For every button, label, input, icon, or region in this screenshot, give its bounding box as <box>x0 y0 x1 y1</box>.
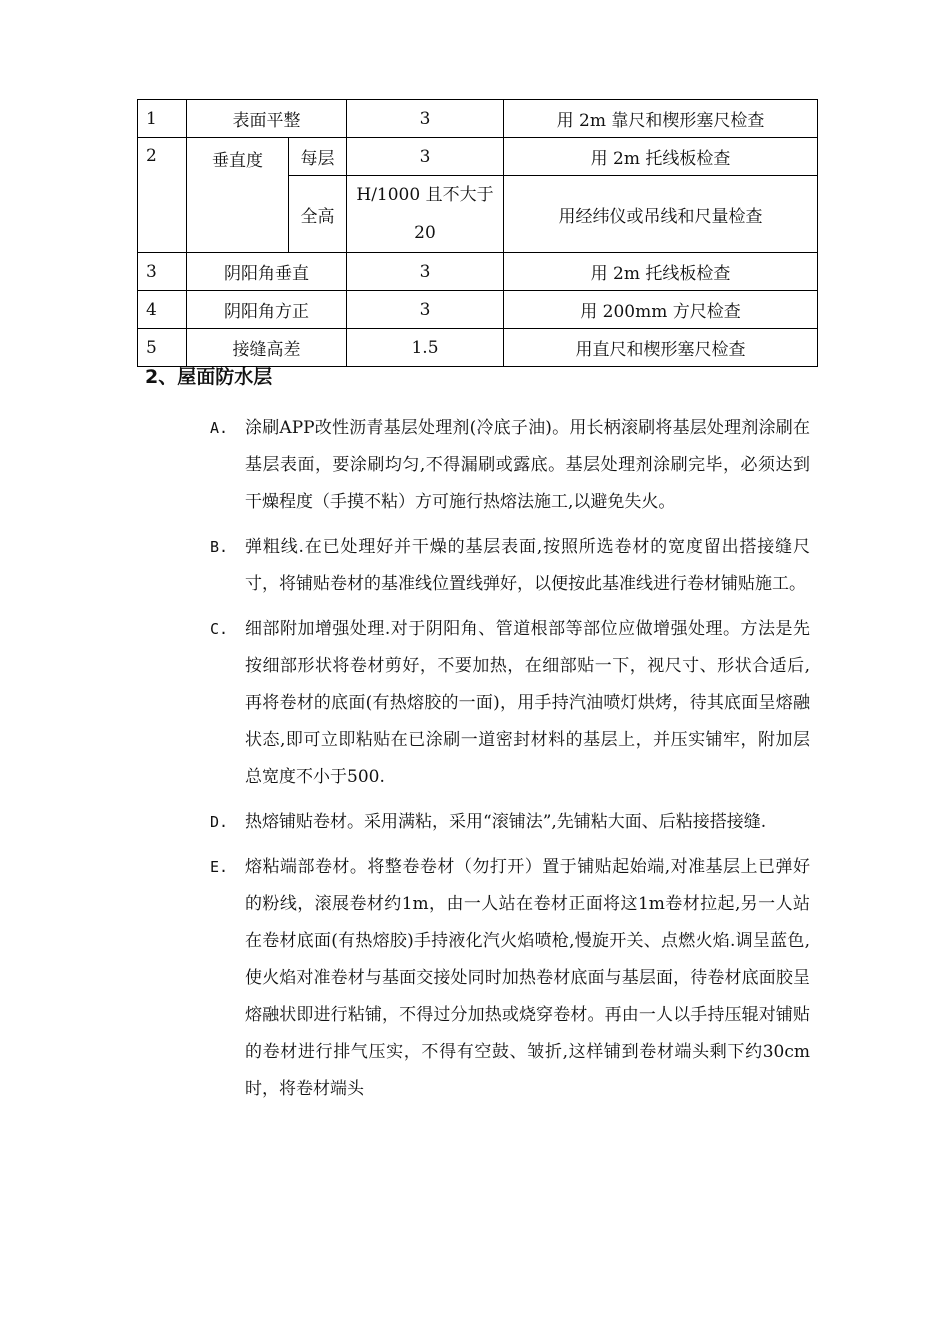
item-marker: A. <box>210 419 229 437</box>
table-row <box>138 100 818 138</box>
check-item: 接缝高差 <box>187 329 347 367</box>
section-heading: 2、屋面防水层 <box>145 366 273 388</box>
item-marker: D. <box>210 813 229 831</box>
item-text: 细部附加增强处理.对于阴阳角、管道根部等部位应做增强处理。方法是先按细部形状将卷材剪好，不要加热，在细部贴一下，视尺寸、形状合适后,再将卷材的底面(有热熔胶的一面)，用手持汽油喷灯烘烤，待其底面呈熔融状态,即可立即粘贴在已涂刷一道密封材料的基层上，并压实铺牢，附加层总宽度不小于500. <box>245 619 810 787</box>
table-row <box>138 253 818 291</box>
row-number: 4 <box>138 291 187 329</box>
table-row <box>138 329 818 367</box>
row-number: 5 <box>138 329 187 367</box>
tolerance-value <box>347 176 504 253</box>
procedure-list <box>210 410 810 1116</box>
row-number: 2 <box>138 138 187 253</box>
tolerance-value: 3 <box>347 253 504 291</box>
tolerance-value: 3 <box>347 138 504 176</box>
inspection-method: 用 2m 托线板检查 <box>504 253 818 291</box>
inspection-method: 用直尺和楔形塞尺检查 <box>504 329 818 367</box>
list-item <box>210 611 810 796</box>
tolerance-value: 3 <box>347 100 504 138</box>
check-item: 阴阳角垂直 <box>187 253 347 291</box>
list-item <box>210 849 810 1108</box>
tolerance-value: 3 <box>347 291 504 329</box>
item-text: 涂刷APP改性沥青基层处理剂(冷底子油)。用长柄滚刷将基层处理剂涂刷在基层表面，要涂刷均匀,不得漏刷或露底。基层处理剂涂刷完毕，必须达到干燥程度（手摸不粘）方可施行热熔法施工,以避免失火。 <box>245 418 810 512</box>
list-item <box>210 804 810 841</box>
inspection-method: 用 2m 靠尺和楔形塞尺检查 <box>504 100 818 138</box>
inspection-method: 用经纬仪或吊线和尺量检查 <box>504 176 818 253</box>
item-text: 弹粗线.在已处理好并干燥的基层表面,按照所选卷材的宽度留出搭接缝尺寸，将铺贴卷材的基准线位置线弹好，以便按此基准线进行卷材铺贴施工。 <box>245 537 810 594</box>
inspection-method: 用 200mm 方尺检查 <box>504 291 818 329</box>
sub-item: 每层 <box>289 138 347 176</box>
table-row <box>138 291 818 329</box>
row-number: 3 <box>138 253 187 291</box>
row-number: 1 <box>138 100 187 138</box>
check-item: 表面平整 <box>187 100 347 138</box>
list-item <box>210 410 810 521</box>
item-marker: B. <box>210 538 229 556</box>
inspection-table <box>137 99 818 367</box>
tolerance-line: 20 <box>414 223 436 243</box>
tolerance-line: H/1000 且不大于 <box>356 185 494 205</box>
sub-item: 全高 <box>289 176 347 253</box>
table-row <box>138 138 818 176</box>
inspection-method: 用 2m 托线板检查 <box>504 138 818 176</box>
item-marker: C. <box>210 620 229 638</box>
list-item <box>210 529 810 603</box>
item-text: 热熔铺贴卷材。采用满粘，采用“滚铺法”,先铺粘大面、后粘接搭接缝. <box>245 812 767 832</box>
item-marker: E. <box>210 858 229 876</box>
item-text: 熔粘端部卷材。将整卷卷材（勿打开）置于铺贴起始端,对准基层上已弹好的粉线，滚展卷材约1m，由一人站在卷材正面将这1m卷材拉起,另一人站在卷材底面(有热熔胶)手持液化汽火焰喷枪,慢旋开关、点燃火焰.调呈蓝色,使火焰对准卷材与基面交接处同时加热卷材底面与基层面，待卷材底面胶呈熔融状即进行粘铺，不得过分加热或烧穿卷材。再由一人以手持压辊对铺贴的卷材进行排气压实，不得有空鼓、皱折,这样铺到卷材端头剩下约30cm 时，将卷材端头 <box>245 857 810 1099</box>
check-item: 阴阳角方正 <box>187 291 347 329</box>
tolerance-value: 1.5 <box>347 329 504 367</box>
check-item: 垂直度 <box>187 138 289 253</box>
